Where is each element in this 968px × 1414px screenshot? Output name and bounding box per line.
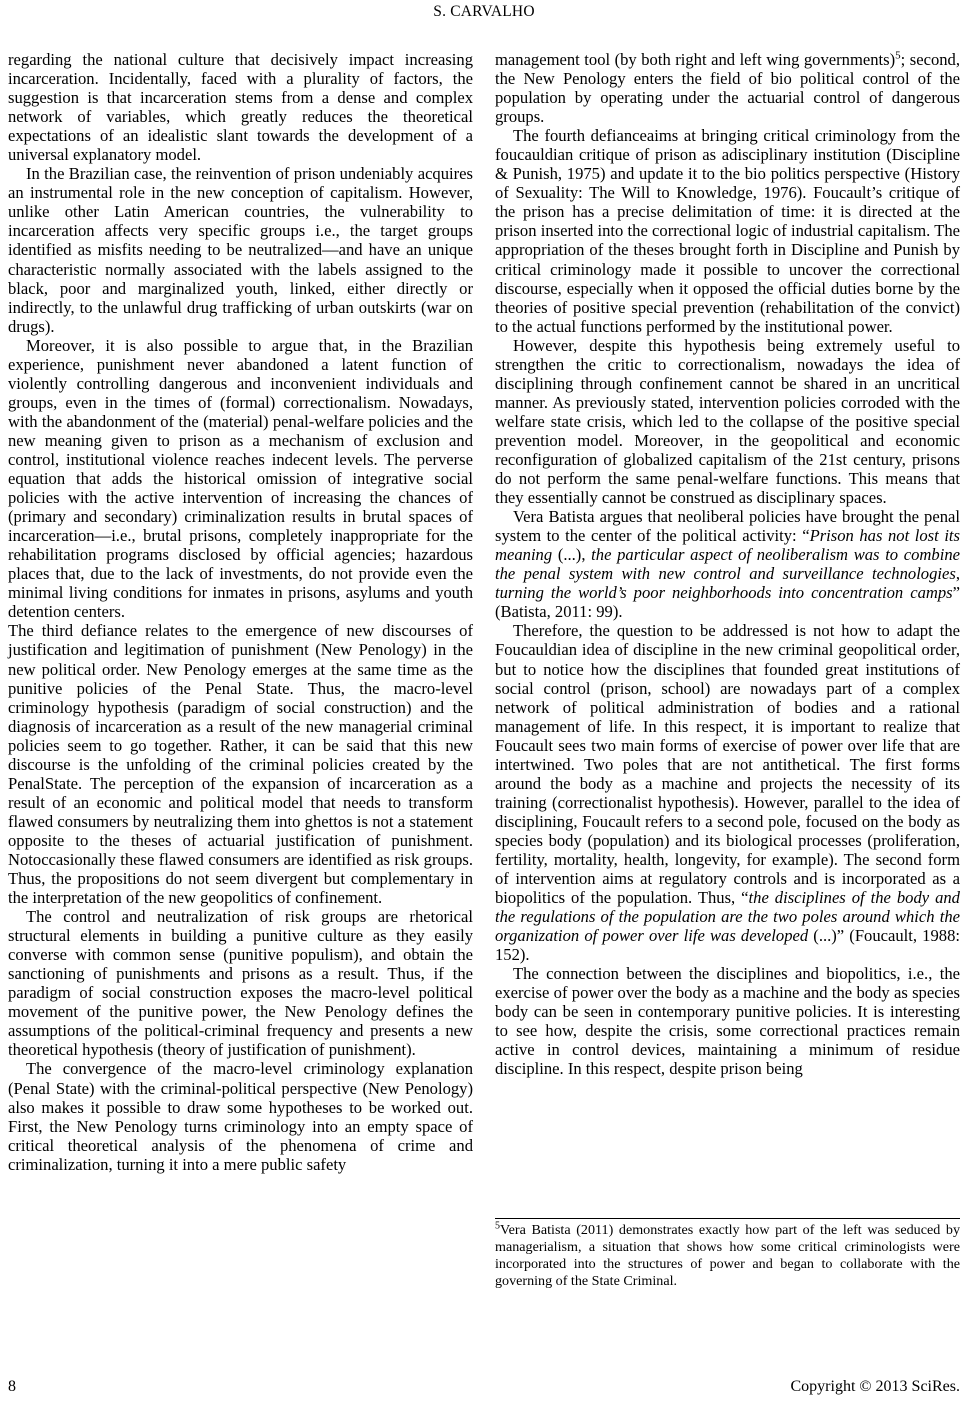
quote-italic: Prison has not lost its meaning	[495, 526, 960, 565]
paragraph: In the Brazilian case, the reinvention of prison undeniably acquires an instrumental role in the new conception of capitalism. However, unlike other Latin American countries, the vulnerability to incarceration affects very specific groups i.e., the target groups identified as misfits needing to be neutralized—and have an unique characteristic normally associated with the labels assigned to the black, poor and marginalized youth, linked, either directly or indirectly, to the unlawful drug trafficking of urban outskirts (war on drugs).	[8, 164, 473, 336]
footnote-reference-marker[interactable]: 5	[895, 49, 901, 62]
footnote-body: Vera Batista (2011) demonstrates exactly how part of the left was seduced by managerialism, a situation that shows how some critical criminologists were incorporated into the structures of power and began to collaborate with the governing of the State Criminal.	[495, 1222, 960, 1289]
copyright-notice: Copyright © 2013 SciRes.	[790, 1378, 960, 1395]
quote-italic: the disciplines of the body and the regulations of the population are the two poles around which the organization of power over life was developed	[495, 888, 960, 946]
paragraph-text: management tool (by both right and left wing governments)	[495, 50, 896, 69]
running-head: S. CARVALHO	[433, 3, 535, 20]
page-footer	[8, 1376, 960, 1396]
quote-roman: (...),	[552, 545, 592, 565]
quote-citation: ” (Batista, 2011: 99).	[495, 583, 960, 622]
page-number: 8	[8, 1378, 16, 1395]
two-column-body	[8, 50, 960, 1290]
block-quote-paragraph	[495, 507, 960, 621]
paragraph: The control and neutralization of risk groups are rhetorical structural elements in building a punitive culture as they easily converse with common sense (punitive populism), and obtain the sanctioning of punishments and prisons as a result. Thus, if the paradigm of social construction exposes the macro-level political movement of the punitive power, the New Penology defines the assumptions of the political-criminal frequency and presents a new theoretical hypothesis (theory of justification of punishment).	[8, 907, 473, 1060]
quote-italic: turning the world’s poor neighborhoods into concentration camps	[495, 583, 953, 603]
paragraph-text: Therefore, the question to be addressed is not how to adapt the Foucauldian idea of discipline in the new criminal geopolitical order, but to notice how the disciplines that founded great institutions of social control (prison, school) are nowadays part of a complex network of political administration of bodies and a rational management of life. In this respect, it is important to realize that Foucault sees two main forms of exercise of power over life that are intertwined. Two poles that are not antithetical. The first forms around the body as a machine and projects the necessity of its training (correctionalist hypothesis). However, parallel to the idea of disciplining, Foucault refers to a second pole, focused on the body as species body (population) and its biological processes (proliferation, fertility, mortality, health, longevity, for example). The second form of intervention aims at regulatory controls and is incorporated as a biopolitics of the population. Thus, “	[495, 621, 960, 908]
quote-italic: the particular aspect of neoliberalism was to combine the penal system with new control and surveillance technologies	[495, 545, 960, 584]
paragraph-with-quote	[495, 621, 960, 964]
paragraph: However, despite this hypothesis being extremely useful to strengthen the critic to correctionalism, nowadays the idea of disciplining through confinement cannot be shared in an uncritical manner. As previously stated, intervention policies corroded with the welfare state crisis, which led to the collapse of the positive special prevention model. Moreover, in the geopolitical and economic reconfiguration of globalized capitalism of the 21st century, prisons do not perform the same penal-welfare functions. This means that they essentially cannot be construed as disciplinary spaces.	[495, 335, 960, 508]
paragraph: The fourth defianceaims at bringing critical criminology from the foucauldian critique of prison as adisciplinary institution (Discipline & Punish, 1975) and update it to the bio politics perspective (History of Sexuality: The Will to Knowledge, 1976). Foucault’s critique of the prison has a precise delimitation of time: it is directed at the prison inserted into the correctional logic of industrial capitalism. The appropriation of the theses brought forth in Discipline and Punish by critical criminology made it possible to uncover the correctional discourse, especially when it opposed the official duties borne by the theories of positive special prevention (rehabilitation of the convict) to the actual functions performed by the institutional power.	[495, 126, 960, 336]
footnote-separator-rule	[495, 1218, 960, 1219]
paragraph: regarding the national culture that decisively impact increasing incarceration. Incidentally, faced with a plurality of factors, the suggestion is that incarceration stems from a dense and complex network of variables, which greatly reduces the theoretical expectations of an idealistic slant towards the development of a universal explanatory model.	[8, 50, 473, 165]
footnote-marker: 5	[495, 1220, 500, 1232]
paragraph: The connection between the disciplines and biopolitics, i.e., the exercise of power over the body as a machine and the body as species body can be seen in contemporary punitive policies. It is interesting to see how, despite the crisis, some correctional practices remain active in control devices, maintaining a minimum of residue discipline. In this respect, despite prison being	[495, 964, 960, 1079]
paragraph: Moreover, it is also possible to argue that, in the Brazilian experience, punishment never abandoned a latent function of violently controlling dangerous and inconvenient individuals and groups, even in the times of (formal) correctionalism. Nowadays, with the abandonment of the (material) penal-welfare policies and the new meaning given to prison as a mechanism of exclusion and control, institutional violence reaches indecent levels. The perverse equation that adds the historical omission of integrative social policies with the active intervention of increasing the chances of (primary and secondary) criminalization results in brutal spaces of incarceration—i.e., brutal prisons, completely inappropriate for the rehabilitation programs disclosed by official agencies; hazardous places that, due to the lack of investments, do not provide even the minimal living conditions for inmates in prisons, asylums and youth detention centers.	[8, 335, 473, 622]
footnote-block	[495, 1214, 960, 1290]
right-column	[495, 50, 960, 1290]
quote-roman: ,	[955, 564, 960, 584]
quote-lead-in: Vera Batista argues that neoliberal policies have brought the penal system to the center of the political activity: “	[495, 507, 960, 546]
footnote-text	[495, 1222, 960, 1290]
paragraph-with-footnote-ref	[495, 50, 960, 126]
quote-citation: (...)” (Foucault, 1988: 152).	[495, 926, 960, 965]
paragraph-text: ; second, the New Penology enters the field of bio political control of the population by operating under the actuarial control of dangerous groups.	[495, 50, 960, 127]
left-column	[8, 50, 473, 1290]
paragraph: The convergence of the macro-level criminology explanation (Penal State) with the criminal-political perspective (New Penology) also makes it possible to draw some hypotheses to be worked out. First, the New Penology turns criminology into an empty space of critical theoretical analysis of the phenomena of crime and criminalization, turning it into a mere public safety	[8, 1059, 473, 1174]
paragraph: The third defiance relates to the emergence of new discourses of justification and legitimation of punishment (New Penology) in the new political order. New Penology emerges at the same time as the punitive policies of the Penal State. Thus, the macro-level criminology hypothesis (paradigm of social construction) and the diagnosis of incarceration as a result of the new managerial criminal policies seem to go together. Rather, it can be said that this new discourse is the unfolding of the criminal policies created by the PenalState. The perception of the expansion of incarceration as a result of an economic and political model that needs to transform flawed consumers by neutralizing them into ghettos is not a statement opposite to the theses of actuarial justification of punishment. Notoccasionally these flawed consumers are identified as risk groups. Thus, the propositions do not seem divergent but complementary in the interpretation of the new geopolitics of confinement.	[8, 621, 473, 908]
